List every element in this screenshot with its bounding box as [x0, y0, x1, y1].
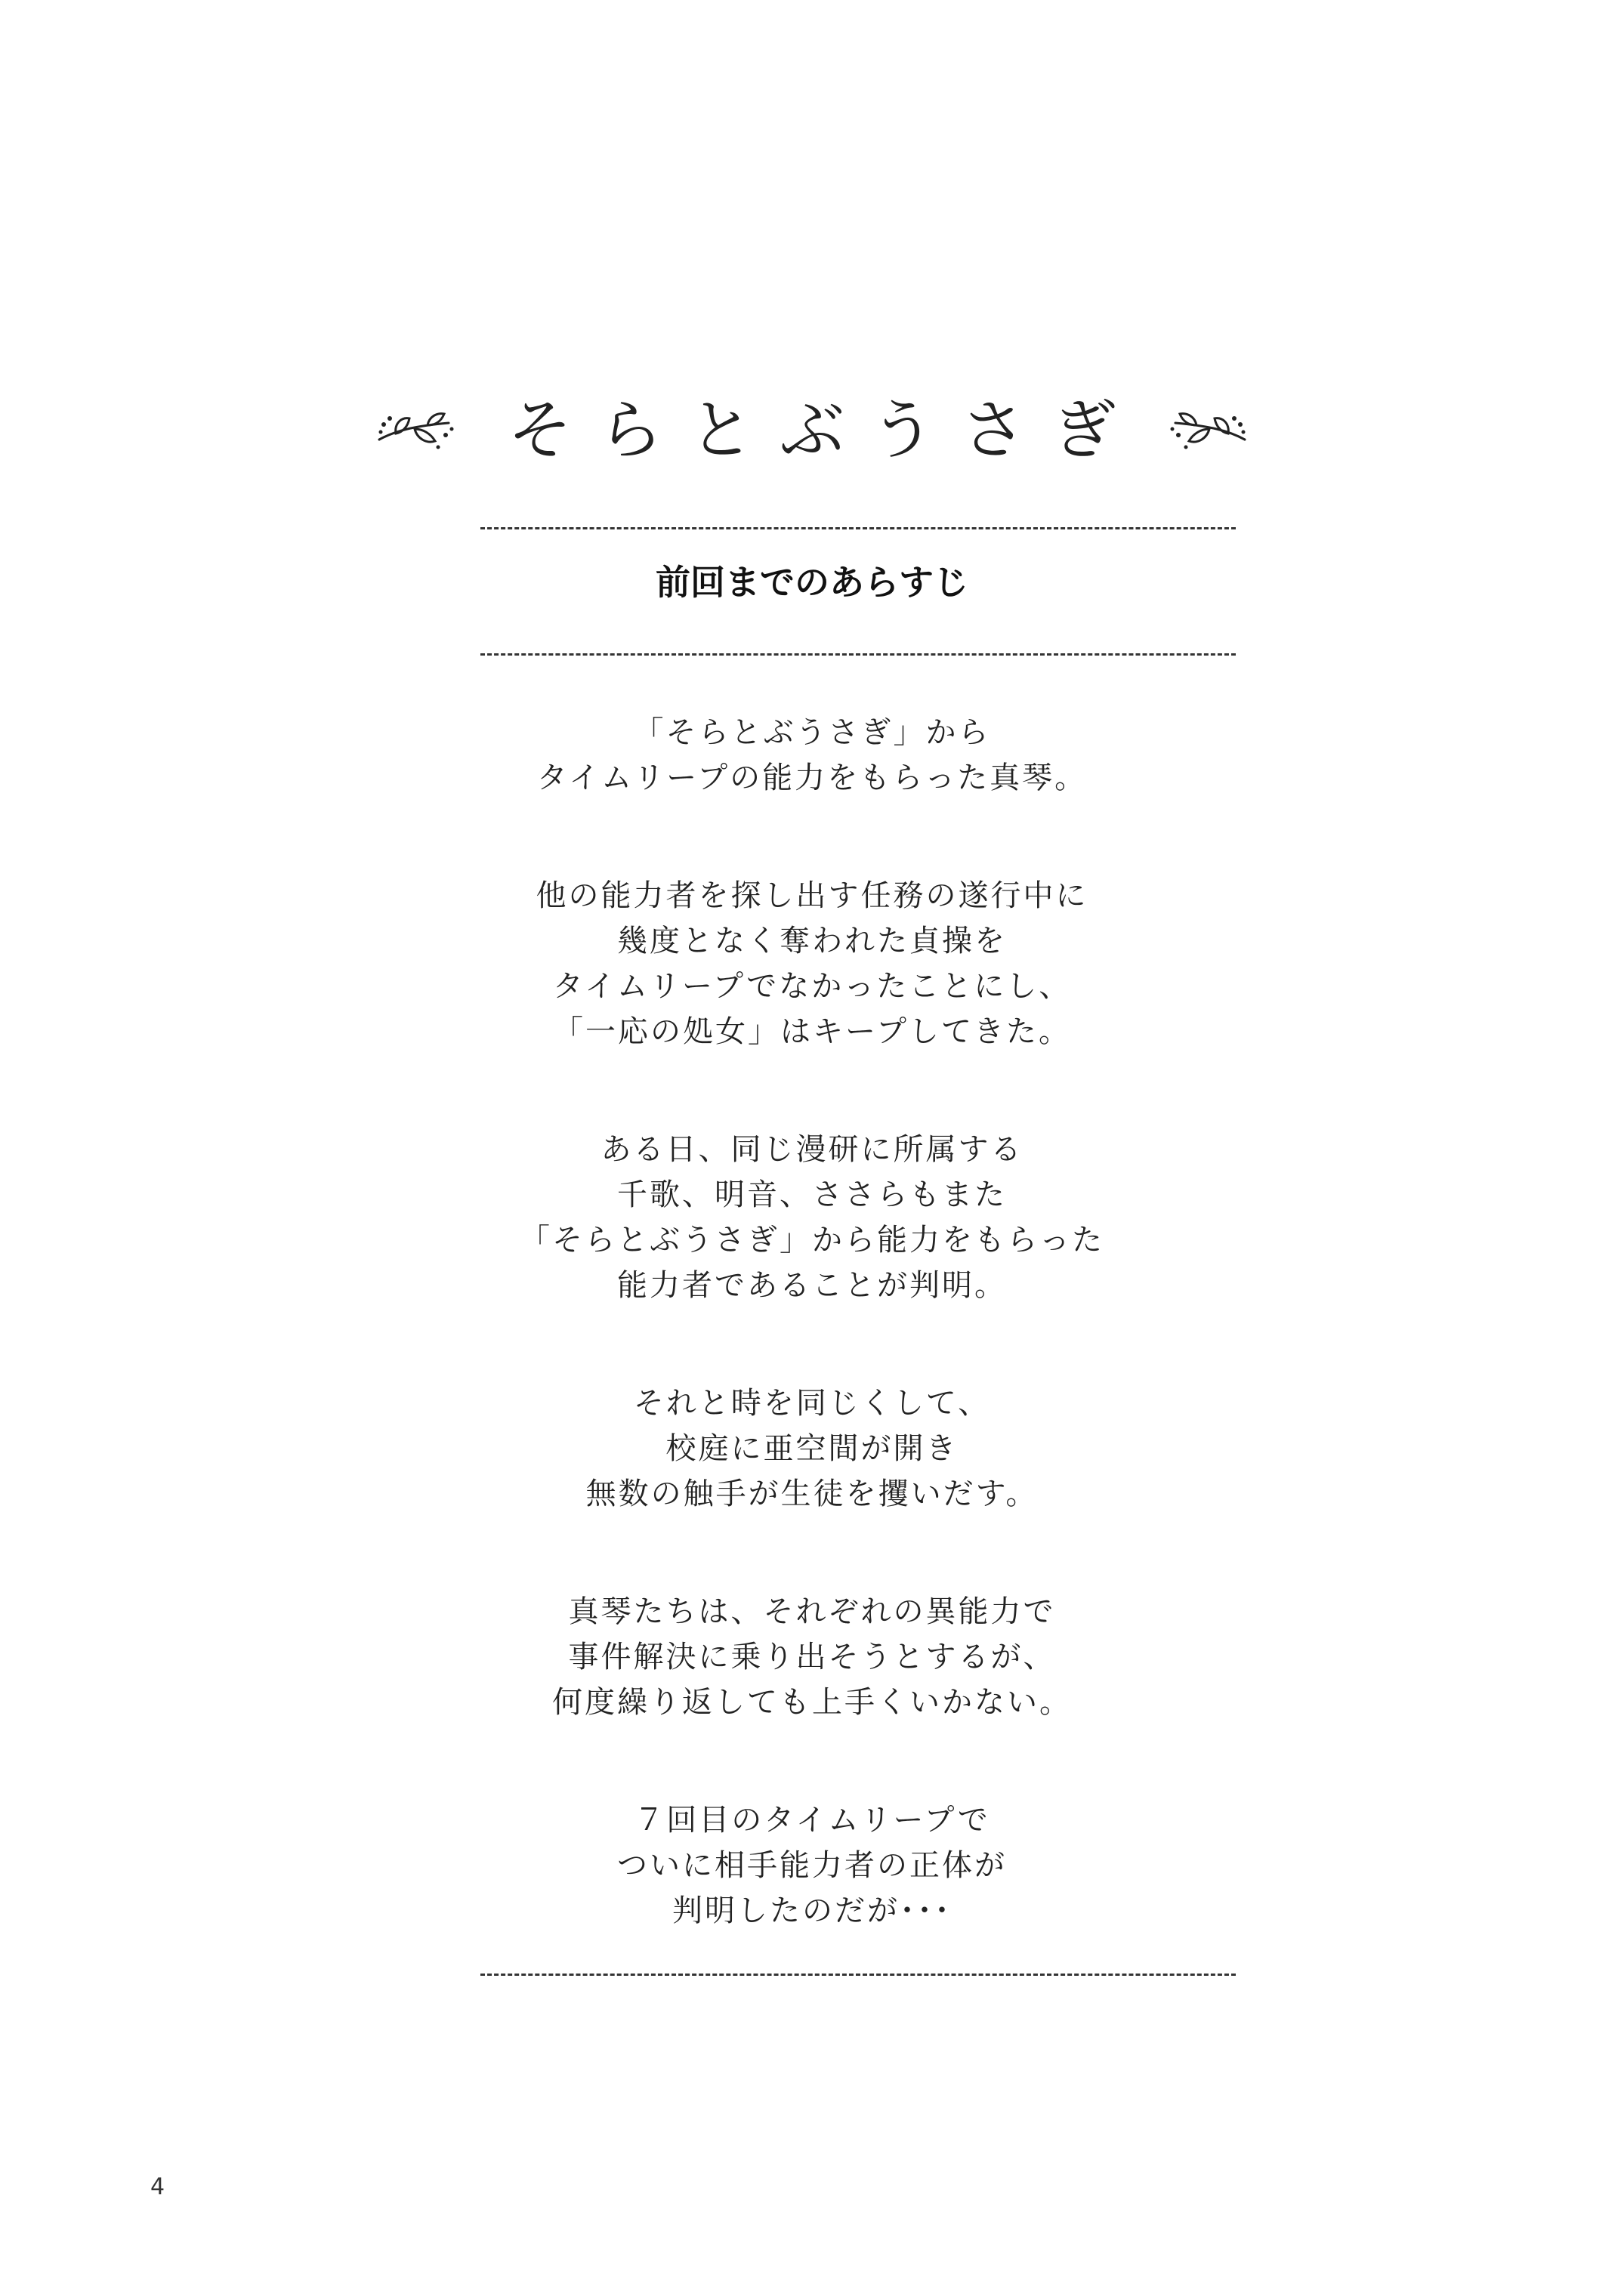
left-leaf-ornament-icon: [373, 400, 456, 461]
dashed-divider-bottom: [480, 1974, 1236, 1976]
right-leaf-ornament-icon: [1168, 400, 1251, 461]
synopsis-line: 他の能力者を探し出す任務の遂行中に: [536, 878, 1088, 913]
synopsis-line: ７回目のタイムリープで: [634, 1803, 990, 1838]
synopsis-line: ついに相手能力者の正体が: [617, 1848, 1007, 1883]
synopsis-line: タイムリープの能力をもらった真琴。: [536, 761, 1088, 795]
synopsis-line: 「そらとぶうさぎ」から能力をもらった: [520, 1223, 1104, 1258]
synopsis-line: 事件解決に乗り出そうとするが、: [568, 1640, 1056, 1674]
synopsis-line: ある日、同じ漫研に所属する: [601, 1132, 1023, 1167]
synopsis-line: それと時を同じくして、: [633, 1386, 991, 1421]
synopsis-line: 校庭に亜空間が開き: [665, 1431, 959, 1466]
synopsis-paragraph: [0, 1127, 1624, 1308]
synopsis-line: 「そらとぶうさぎ」から: [633, 715, 991, 750]
synopsis-line: 無数の触手が生徒を攫いだす。: [585, 1477, 1039, 1511]
story-title: そらとぶうさぎ: [508, 393, 1142, 468]
synopsis-paragraph: [0, 1798, 1624, 1933]
synopsis-line: 判明したのだが･･･: [672, 1893, 952, 1928]
synopsis-paragraph: [0, 1381, 1624, 1517]
dashed-divider-top: [480, 527, 1236, 529]
synopsis-line: 真琴たちは、それぞれの異能力で: [568, 1594, 1056, 1629]
synopsis-line: 幾度となく奪われた貞操を: [617, 924, 1007, 958]
synopsis-paragraph: [0, 1589, 1624, 1725]
synopsis-line: 「一応の処女」はキープしてきた。: [553, 1014, 1071, 1049]
title-row: [0, 381, 1624, 480]
dashed-divider-middle: [480, 653, 1236, 656]
synopsis-line: 能力者であることが判明。: [617, 1268, 1007, 1303]
synopsis-line: 何度繰り返しても上手くいかない。: [552, 1685, 1072, 1720]
section-heading: 前回までのあらすじ: [656, 562, 968, 603]
page-number: 4: [150, 2174, 165, 2200]
synopsis-line: 千歌、明音、ささらもまた: [617, 1177, 1007, 1212]
synopsis-line: タイムリープでなかったことにし、: [552, 969, 1072, 1004]
synopsis-body: [0, 710, 1624, 1933]
synopsis-paragraph: [0, 710, 1624, 801]
synopsis-paragraph: [0, 873, 1624, 1054]
